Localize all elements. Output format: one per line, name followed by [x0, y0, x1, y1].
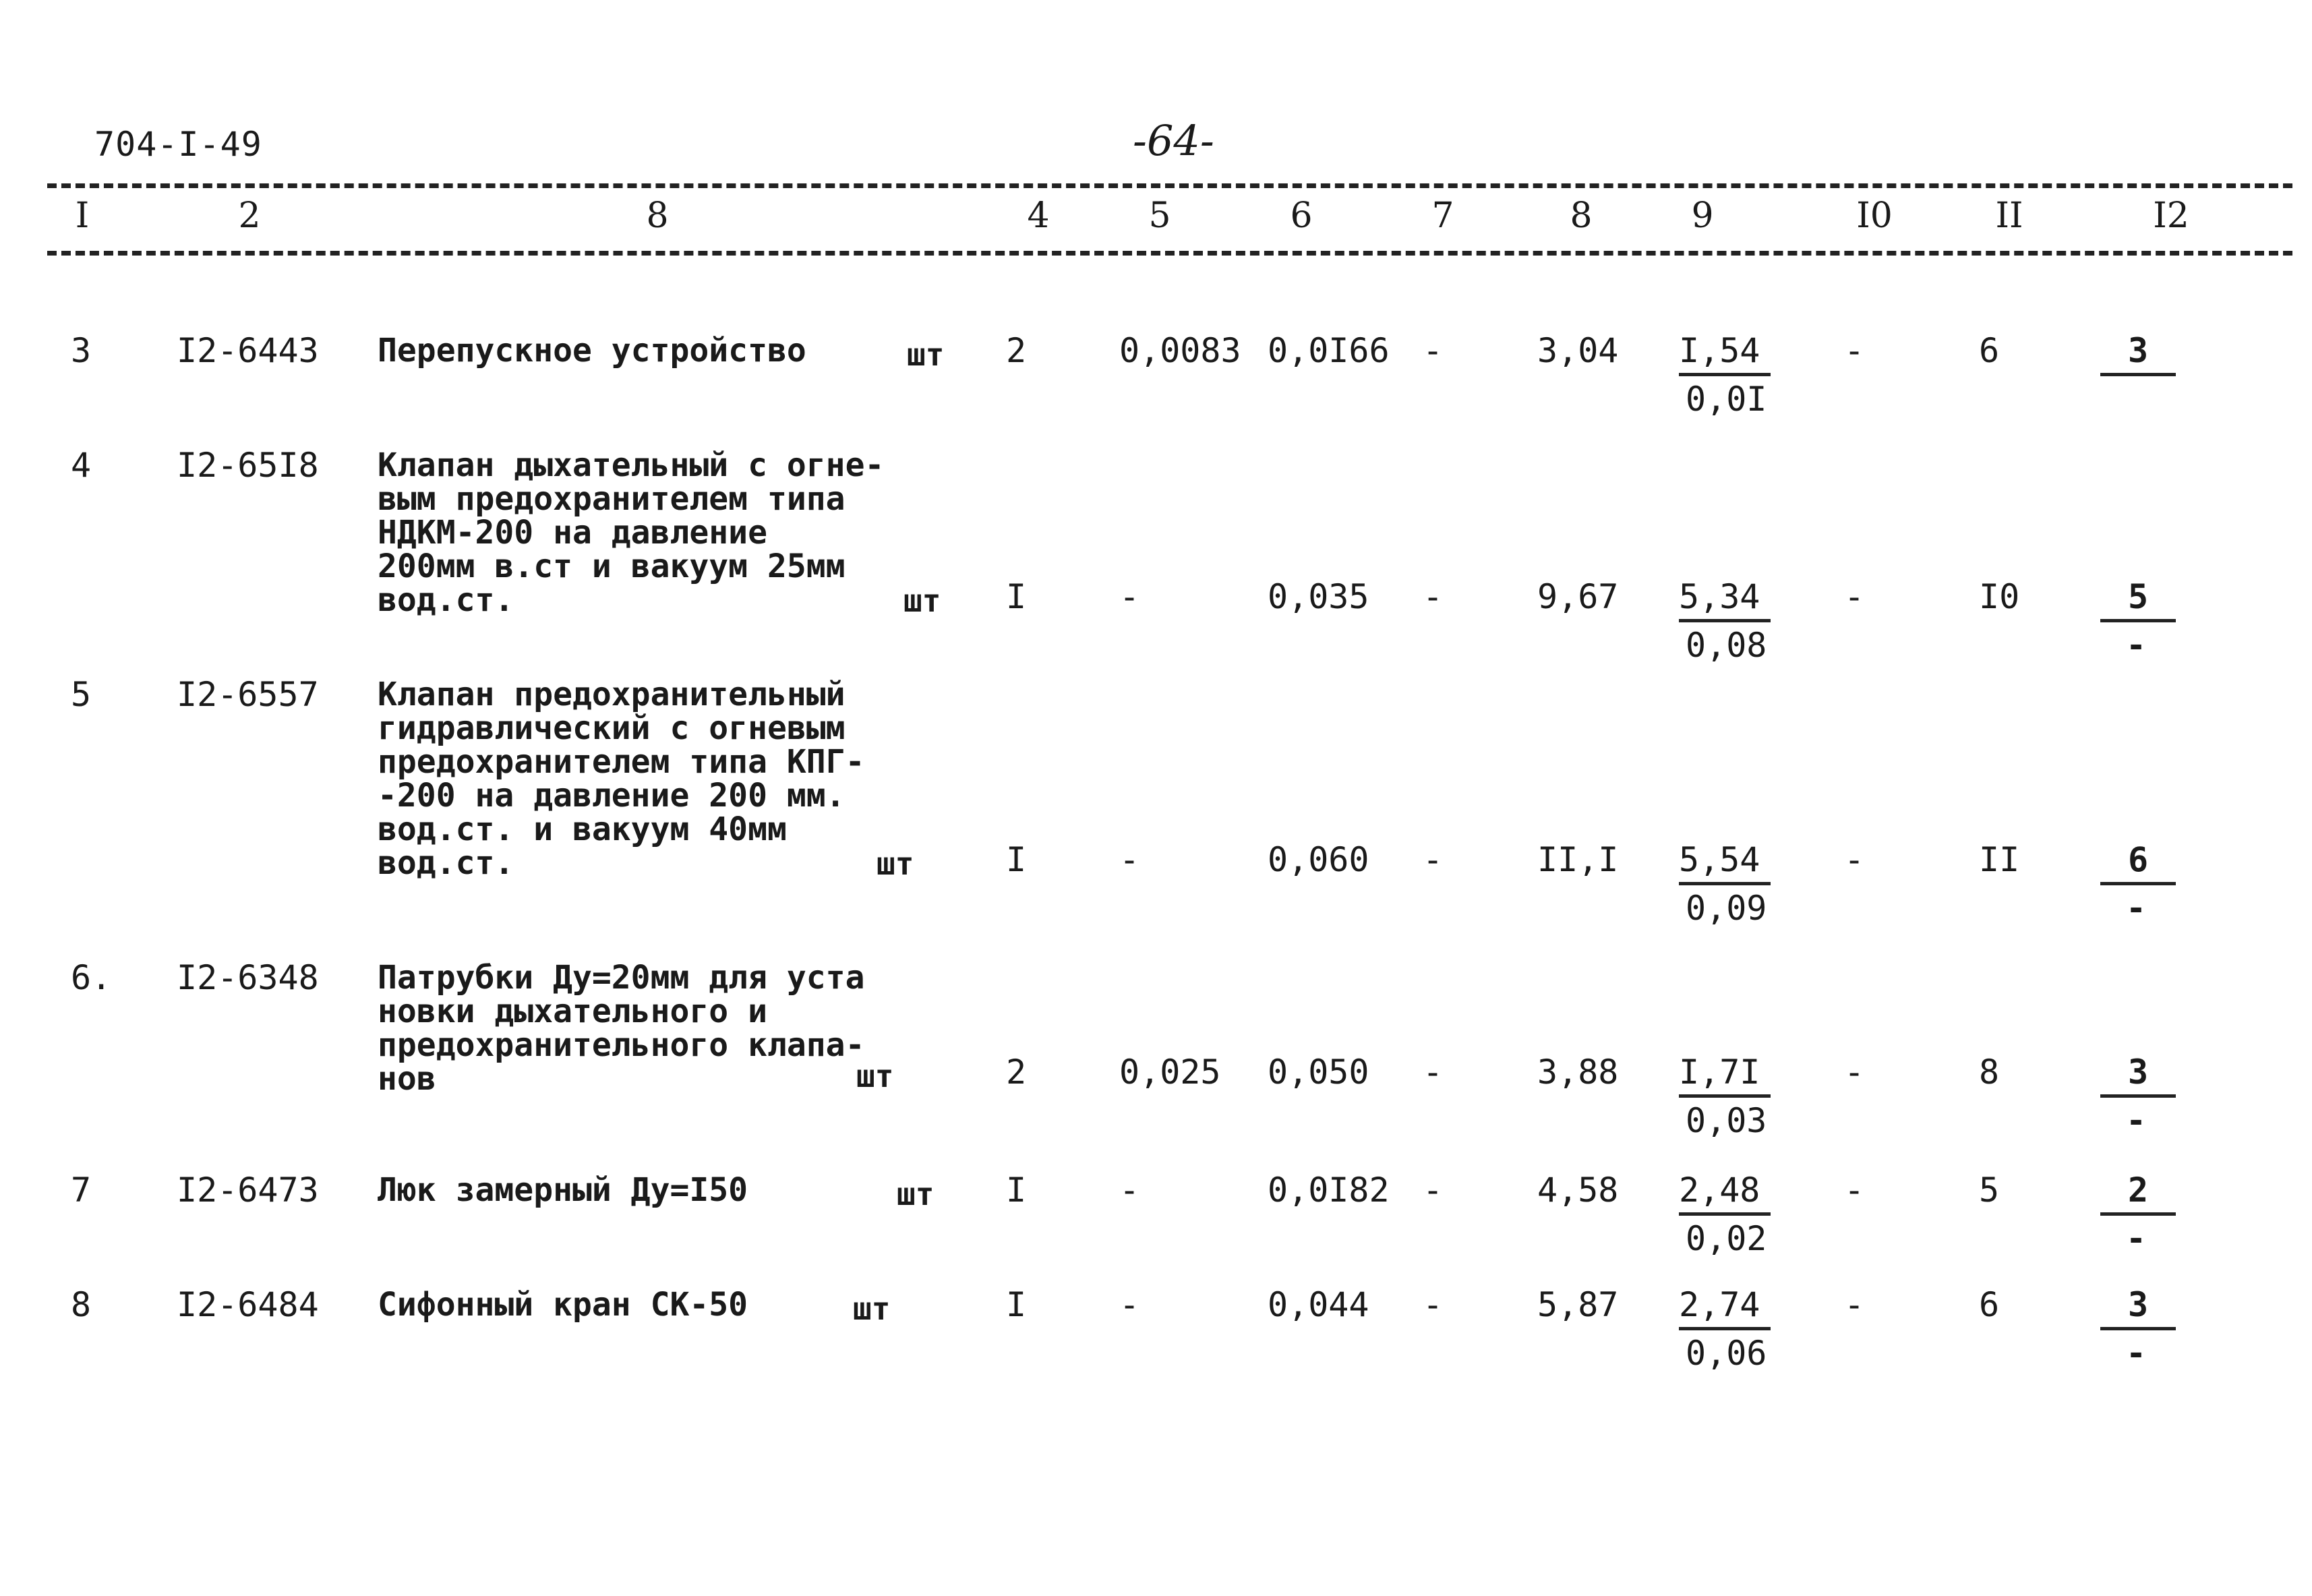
item-code: I2-6484	[177, 1285, 319, 1324]
col12-numerator: 6	[2100, 843, 2176, 885]
col5-value: 0,0083	[1119, 331, 1241, 370]
col11-value: I0	[1979, 577, 2020, 616]
item-code: I2-65I8	[177, 446, 319, 485]
col12-denominator: -	[2126, 1219, 2147, 1258]
col4-value: I	[1006, 1171, 1027, 1210]
col6-value: 0,0I82	[1268, 1171, 1390, 1210]
col12-numerator: 3	[2100, 1055, 2176, 1098]
header-top-rule	[47, 183, 2292, 188]
row-number: 3	[71, 331, 92, 370]
column-header: 9	[1691, 196, 1714, 236]
col9-numerator: 5,34	[1679, 580, 1771, 622]
col7-value: -	[1423, 1285, 1444, 1324]
item-name-line: Патрубки Ду=20мм для уста	[378, 959, 865, 997]
item-name-line: вод.ст.	[378, 844, 514, 882]
col12-numerator: 3	[2100, 334, 2176, 376]
col5-value: -	[1119, 840, 1140, 879]
item-name-line: Клапан предохранительный	[378, 676, 846, 713]
col10-value: -	[1844, 840, 1865, 879]
row-number: 6.	[71, 958, 112, 997]
col9-numerator: I,7I	[1679, 1055, 1771, 1098]
col11-value: 8	[1979, 1053, 2000, 1092]
item-name-line: новки дыхательного и	[378, 993, 767, 1030]
item-name-line: Перепускное устройство	[378, 332, 806, 370]
document-code: 704-I-49	[94, 125, 262, 164]
col8-value: 3,88	[1537, 1053, 1619, 1092]
col10-value: -	[1844, 1053, 1865, 1092]
item-name-line: 200мм в.ст и вакуум 25мм	[378, 548, 846, 585]
col9-denominator: 0,02	[1686, 1219, 1767, 1258]
item-name-line: вод.ст. и вакуум 40мм	[378, 810, 787, 848]
col4-value: 2	[1006, 331, 1027, 370]
col9-numerator: 5,54	[1679, 843, 1771, 885]
item-name-line: Сифонный кран СК-50	[378, 1286, 748, 1324]
column-header: 2	[238, 196, 261, 236]
column-header: 4	[1027, 196, 1050, 236]
item-name-line: гидравлический с огневым	[378, 709, 846, 747]
item-code: I2-6557	[177, 675, 319, 714]
page-number: -64-	[1133, 116, 1214, 165]
col4-value: I	[1006, 840, 1027, 879]
column-header: 8	[1570, 196, 1593, 236]
col9-denominator: 0,03	[1686, 1101, 1767, 1140]
col8-value: 4,58	[1537, 1171, 1619, 1210]
item-name-line: вод.ст.	[378, 581, 514, 619]
item-name-line: нов	[378, 1060, 436, 1098]
item-code: I2-6443	[177, 331, 319, 370]
col4-value: I	[1006, 1285, 1027, 1324]
item-name-line: предохранителем типа КПГ-	[378, 743, 865, 781]
col11-value: II	[1979, 840, 2020, 879]
col9-numerator: 2,48	[1679, 1173, 1771, 1216]
col10-value: -	[1844, 1285, 1865, 1324]
col8-value: 9,67	[1537, 577, 1619, 616]
col6-value: 0,035	[1268, 577, 1369, 616]
column-header: 5	[1148, 196, 1171, 236]
col7-value: -	[1423, 331, 1444, 370]
col8-value: II,I	[1537, 840, 1619, 879]
col8-value: 3,04	[1537, 331, 1619, 370]
item-code: I2-6348	[177, 958, 319, 997]
col5-value: -	[1119, 1171, 1140, 1210]
col5-value: -	[1119, 577, 1140, 616]
item-name-line: -200 на давление 200 мм.	[378, 777, 846, 815]
col6-value: 0,0I66	[1268, 331, 1390, 370]
unit-label: шт	[897, 1176, 935, 1212]
col7-value: -	[1423, 840, 1444, 879]
col5-value: 0,025	[1119, 1053, 1221, 1092]
col7-value: -	[1423, 1171, 1444, 1210]
col9-denominator: 0,08	[1686, 626, 1767, 665]
col12-numerator: 5	[2100, 580, 2176, 622]
item-name-line: предохранительного клапа-	[378, 1026, 865, 1064]
col11-value: 6	[1979, 331, 2000, 370]
column-header: II	[1995, 196, 2023, 236]
column-header: I	[75, 196, 90, 236]
header-bottom-rule	[47, 251, 2292, 256]
col4-value: 2	[1006, 1053, 1027, 1092]
row-number: 5	[71, 675, 92, 714]
col12-denominator: -	[2126, 1101, 2147, 1140]
col12-numerator: 2	[2100, 1173, 2176, 1216]
column-header: I0	[1856, 196, 1893, 236]
item-name-line: Люк замерный Ду=I50	[378, 1171, 748, 1209]
col10-value: -	[1844, 577, 1865, 616]
unit-label: шт	[853, 1291, 891, 1327]
row-number: 8	[71, 1285, 92, 1324]
col8-value: 5,87	[1537, 1285, 1619, 1324]
row-number: 4	[71, 446, 92, 485]
col6-value: 0,044	[1268, 1285, 1369, 1324]
item-code: I2-6473	[177, 1171, 319, 1210]
col11-value: 6	[1979, 1285, 2000, 1324]
col9-numerator: 2,74	[1679, 1288, 1771, 1330]
col5-value: -	[1119, 1285, 1140, 1324]
column-header: 6	[1290, 196, 1313, 236]
item-name-line: НДКМ-200 на давление	[378, 514, 767, 552]
col7-value: -	[1423, 577, 1444, 616]
row-number: 7	[71, 1171, 92, 1210]
col6-value: 0,060	[1268, 840, 1369, 879]
item-name-line: вым предохранителем типа	[378, 480, 846, 518]
unit-label: шт	[856, 1058, 894, 1094]
unit-label: шт	[877, 846, 914, 882]
unit-label: шт	[903, 583, 941, 619]
col4-value: I	[1006, 577, 1027, 616]
col9-denominator: 0,09	[1686, 889, 1767, 928]
column-header: 7	[1431, 196, 1454, 236]
col9-numerator: I,54	[1679, 334, 1771, 376]
col10-value: -	[1844, 331, 1865, 370]
col7-value: -	[1423, 1053, 1444, 1092]
col9-denominator: 0,0I	[1686, 380, 1767, 419]
item-name-line: Клапан дыхательный с огне-	[378, 446, 885, 484]
col9-denominator: 0,06	[1686, 1334, 1767, 1373]
col6-value: 0,050	[1268, 1053, 1369, 1092]
col11-value: 5	[1979, 1171, 2000, 1210]
unit-label: шт	[907, 336, 945, 373]
col12-denominator: -	[2126, 626, 2147, 665]
col12-denominator: -	[2126, 1334, 2147, 1373]
col12-denominator: -	[2126, 889, 2147, 928]
col12-numerator: 3	[2100, 1288, 2176, 1330]
col10-value: -	[1844, 1171, 1865, 1210]
column-header: I2	[2153, 196, 2189, 236]
column-header: 8	[646, 196, 669, 236]
